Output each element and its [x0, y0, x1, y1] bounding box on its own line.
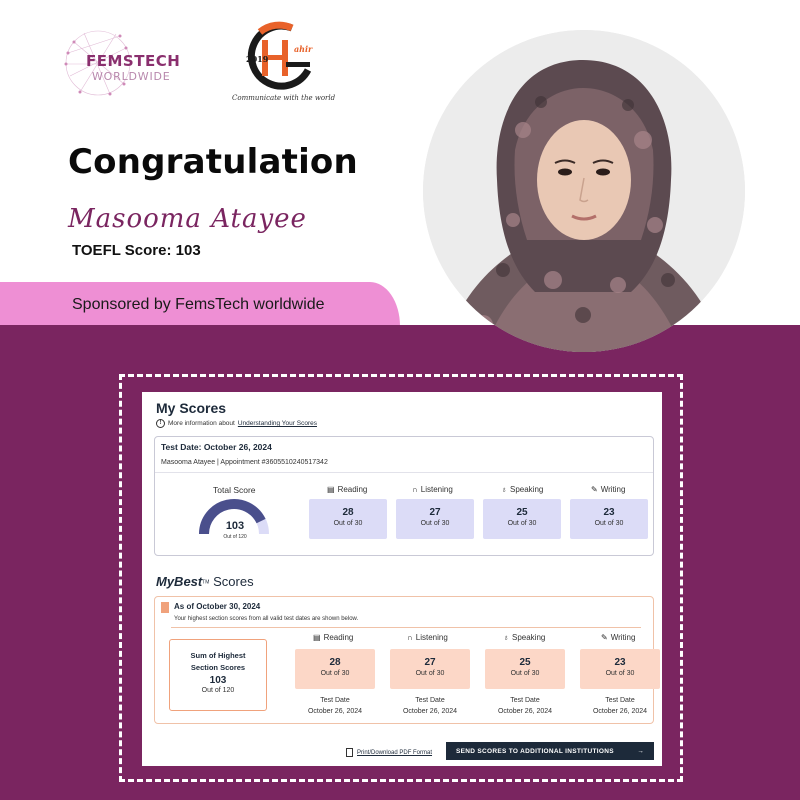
best-reading-tile	[295, 649, 375, 689]
test-date-value: October 26, 2024	[307, 708, 363, 715]
appointment-info: Masooma Atayee | Appointment #3605510240517342	[161, 459, 328, 466]
best-writing-score: 23	[614, 657, 626, 668]
microphone-icon: ♁	[503, 633, 509, 642]
send-scores-label: SEND SCORES TO ADDITIONAL INSTITUTIONS	[456, 747, 614, 755]
hahir-tagline: Communicate with the world	[232, 94, 336, 102]
best-writing-out-of: Out of 30	[605, 670, 635, 677]
test-date: Test Date: October 26, 2024	[161, 442, 272, 452]
hahir-word: ahir	[294, 44, 313, 54]
speaking-out-of: Out of 30	[507, 520, 537, 527]
send-scores-button[interactable]	[446, 742, 654, 760]
logos	[60, 18, 336, 108]
portrait-image	[423, 30, 745, 352]
listening-score-tile	[396, 499, 474, 539]
best-reading-label: Reading	[323, 633, 354, 642]
headphones-icon: ∩	[412, 485, 418, 494]
test-date-value: October 26, 2024	[402, 708, 458, 715]
best-reading-header	[313, 633, 353, 642]
book-icon: ▤	[327, 485, 335, 494]
headphones-icon: ∩	[407, 633, 413, 642]
sum-out-of: Out of 120	[201, 687, 235, 694]
best-listening-date	[390, 695, 470, 717]
reading-header	[327, 485, 367, 494]
best-speaking-out-of: Out of 30	[510, 670, 540, 677]
total-score-out-of: Out of 120	[223, 534, 247, 540]
best-speaking-date	[485, 695, 565, 717]
best-listening-score: 27	[424, 657, 436, 668]
arrow-right-icon: →	[637, 747, 644, 755]
book-icon: ▤	[313, 633, 321, 642]
sum-highest-box	[169, 639, 267, 711]
ribbon-icon	[161, 602, 169, 613]
student-name: Masooma Atayee	[68, 204, 307, 234]
best-writing-label: Writing	[610, 633, 636, 642]
test-date-label: Test Date	[320, 697, 350, 704]
my-scores-title: My Scores	[156, 400, 227, 416]
writing-score: 23	[603, 507, 615, 518]
hahir-logo	[230, 18, 336, 108]
info-text: More information about	[168, 420, 235, 427]
understanding-scores-link[interactable]: Understanding Your Scores	[237, 420, 317, 427]
info-row	[156, 419, 317, 428]
total-score-value: 103	[225, 520, 245, 532]
writing-score-tile	[570, 499, 648, 539]
best-listening-tile	[390, 649, 470, 689]
reading-out-of: Out of 30	[333, 520, 363, 527]
best-speaking-score: 25	[519, 657, 531, 668]
reading-label: Reading	[337, 485, 368, 494]
document-icon	[346, 748, 353, 757]
mybest-as-of: As of October 30, 2024	[174, 602, 261, 611]
info-icon: !	[156, 419, 165, 428]
sum-label-2: Section Scores	[190, 663, 246, 672]
mybest-title-italic: MyBest	[156, 574, 203, 589]
femstech-logo	[60, 28, 210, 98]
mybest-trademark: TM	[202, 579, 210, 586]
listening-label: Listening	[420, 485, 453, 494]
test-date-value: October 26, 2024	[497, 708, 553, 715]
speaking-score: 25	[516, 507, 528, 518]
divider	[171, 627, 641, 628]
best-listening-out-of: Out of 30	[415, 670, 445, 677]
best-speaking-label: Speaking	[512, 633, 546, 642]
test-date-label: Test Date	[605, 697, 635, 704]
reading-score-tile	[309, 499, 387, 539]
best-reading-score: 28	[329, 657, 341, 668]
score-report-card	[142, 392, 662, 766]
hahir-year: 2019	[246, 54, 269, 64]
pencil-icon: ✎	[601, 633, 608, 642]
divider	[155, 472, 653, 473]
hahir-emblem-icon	[230, 18, 330, 96]
reading-score: 28	[342, 507, 354, 518]
mybest-title-scores: Scores	[213, 574, 254, 589]
student-photo	[423, 30, 745, 352]
mybest-box	[154, 596, 654, 724]
best-writing-tile	[580, 649, 660, 689]
writing-label: Writing	[600, 485, 626, 494]
sponsor-line: Sponsored by FemsTech worldwide	[72, 296, 325, 313]
print-pdf-label: Print/Download PDF Format	[357, 749, 433, 756]
print-pdf-link[interactable]	[346, 748, 432, 757]
microphone-icon: ♁	[501, 485, 507, 494]
writing-out-of: Out of 30	[594, 520, 624, 527]
best-reading-date	[295, 695, 375, 717]
listening-header	[412, 485, 453, 494]
listening-out-of: Out of 30	[420, 520, 450, 527]
sum-label-1: Sum of Highest	[190, 651, 246, 660]
toefl-score-line: TOEFL Score: 103	[72, 242, 201, 259]
femstech-name: FEMSTECH	[86, 52, 181, 70]
mybest-title	[156, 574, 254, 589]
best-reading-out-of: Out of 30	[320, 670, 350, 677]
speaking-label: Speaking	[510, 485, 544, 494]
best-listening-label: Listening	[415, 633, 448, 642]
test-date-label: Test Date	[415, 697, 445, 704]
test-date-label: Test Date	[510, 697, 540, 704]
total-score-label: Total Score	[213, 485, 256, 495]
pencil-icon: ✎	[591, 485, 598, 494]
mybest-description: Your highest section scores from all valid test dates are shown below.	[174, 616, 359, 622]
headline: Congratulation	[68, 142, 358, 182]
test-score-box	[154, 436, 654, 556]
best-listening-header	[407, 633, 448, 642]
best-speaking-header	[503, 633, 545, 642]
test-date-value: October 26, 2024	[592, 708, 648, 715]
writing-header	[591, 485, 625, 494]
femstech-subtitle: WORLDWIDE	[92, 70, 171, 83]
best-speaking-tile	[485, 649, 565, 689]
listening-score: 27	[429, 507, 441, 518]
speaking-header	[501, 485, 543, 494]
best-writing-date	[580, 695, 660, 717]
best-writing-header	[601, 633, 635, 642]
sum-value: 103	[209, 675, 227, 686]
speaking-score-tile	[483, 499, 561, 539]
